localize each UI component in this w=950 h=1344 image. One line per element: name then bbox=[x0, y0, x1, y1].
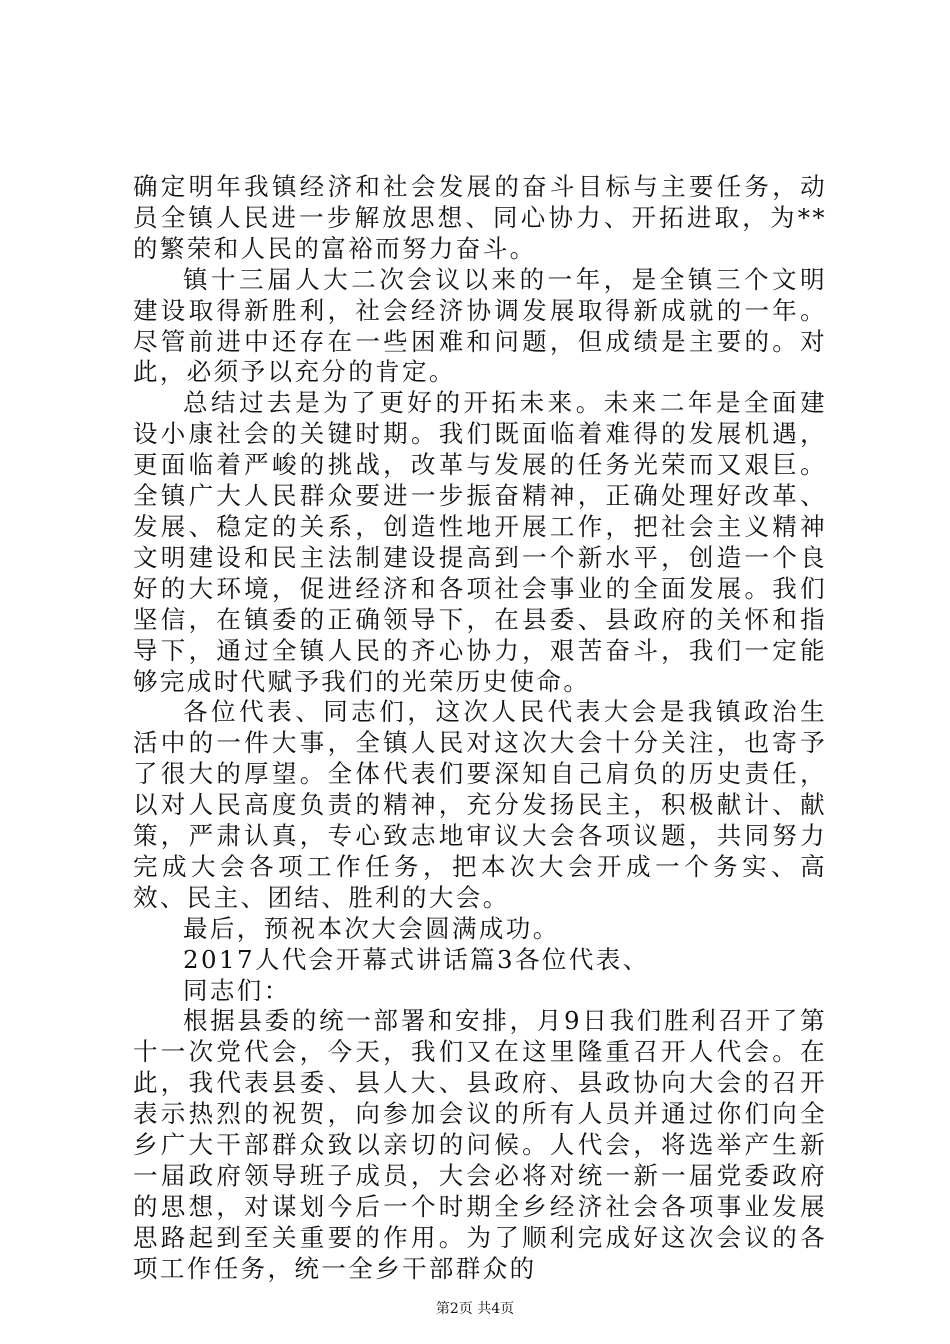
paragraph: 总结过去是为了更好的开拓未来。未来二年是全面建设小康社会的关键时期。我们既面临着难得的发展机遇，更面临着严峻的挑战，改革与发展的任务光荣而又艰巨。全镇广大人民群众要进一步振奋精神，正确处理好改革、发展、稳定的关系，创造性地开展工作，把社会主义精神文明建设和民主法制建设提高到一个新水平，创造一个良好的大环境，促进经济和各项社会事业的全面发展。我们坚信，在镇委的正确领导下，在县委、县政府的关怀和指导下，通过全镇人民的齐心协力，艰苦奋斗，我们一定能够完成时代赋予我们的光荣历史使命。 bbox=[133, 388, 827, 696]
paragraph: 根据县委的统一部署和安排，月9日我们胜利召开了第十一次党代会，今天，我们又在这里隆重召开人代会。在此，我代表县委、县人大、县政府、县政协向大会的召开表示热烈的祝贺，向参加会议的所有人员并通过你们向全乡广大干部群众致以亲切的问候。人代会，将选举产生新一届政府领导班子成员，大会必将对统一新一届党委政府的思想，对谋划今后一个时期全乡经济社会各项事业发展思路起到至关重要的作用。为了顺利完成好这次会议的各项工作任务，统一全乡干部群众的 bbox=[133, 1006, 827, 1283]
paragraph: 镇十三届人大二次会议以来的一年，是全镇三个文明建设取得新胜利，社会经济协调发展取得新成就的一年。尽管前进中还存在一些困难和问题，但成绩是主要的。对此，必须予以充分的肯定。 bbox=[133, 264, 827, 387]
page-footer: 第2页 共4页 bbox=[435, 1301, 515, 1317]
document-body bbox=[133, 172, 827, 1285]
paragraph: 各位代表、同志们，这次人民代表大会是我镇政治生活中的一件大事，全镇人民对这次大会十分关注，也寄予了很大的厚望。全体代表们要深知自己肩负的历史责任，以对人民高度负责的精神，充分发扬民主，积极献计、献策，严肃认真，专心致志地审议大会各项议题，共同努力完成大会各项工作任务，把本次大会开成一个务实、高效、民主、团结、胜利的大会。 bbox=[133, 697, 827, 912]
paragraph: 确定明年我镇经济和社会发展的奋斗目标与主要任务，动员全镇人民进一步解放思想、同心协力、开拓进取，为**的繁荣和人民的富裕而努力奋斗。 bbox=[133, 172, 827, 263]
paragraph: 最后，预祝本次大会圆满成功。 bbox=[183, 913, 560, 943]
section-heading: 2017人代会开幕式讲话篇3各位代表、 bbox=[183, 944, 650, 974]
salutation: 同志们： bbox=[183, 975, 291, 1005]
